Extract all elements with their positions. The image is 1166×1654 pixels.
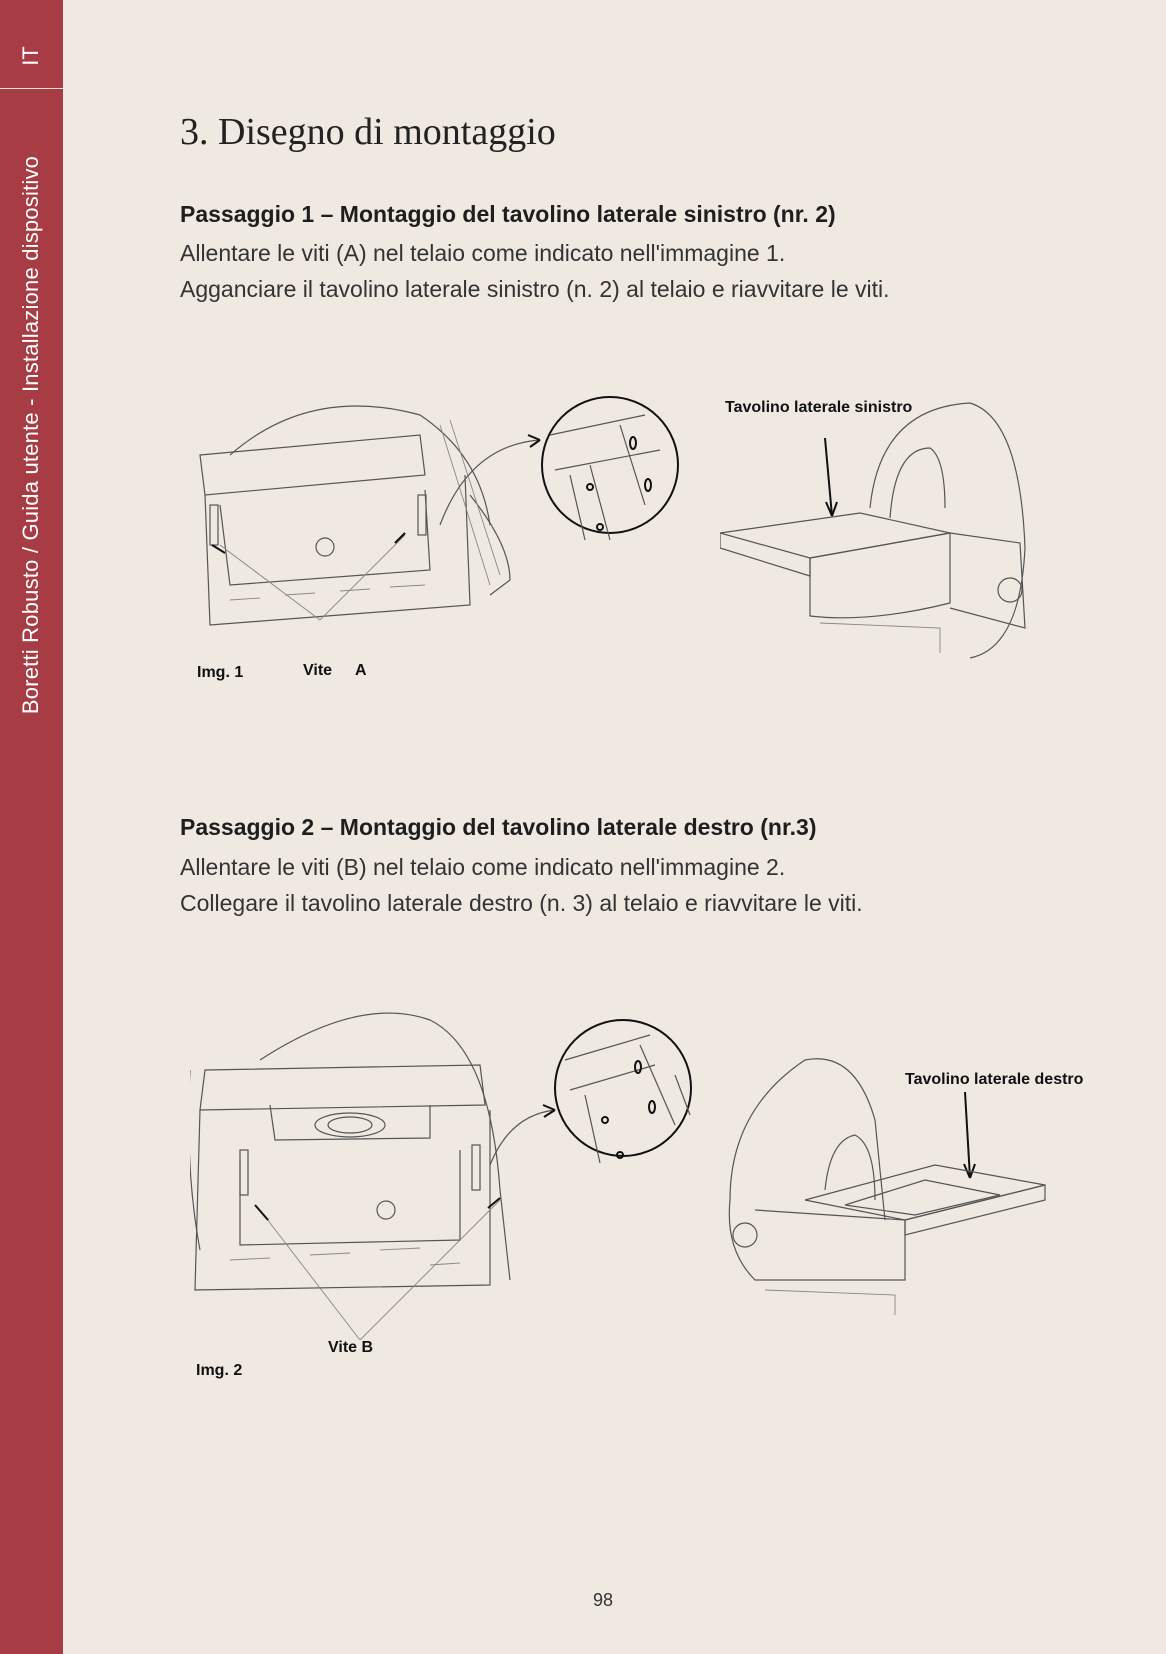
sidebar <box>0 0 63 1654</box>
step2-line1: Allentare le viti (B) nel telaio come indicato nell'immagine 2. <box>180 854 786 880</box>
left-table-label: Tavolino laterale sinistro <box>725 399 913 416</box>
step2-title: Passaggio 2 – Montaggio del tavolino laterale destro (nr.3) <box>180 814 817 840</box>
screw-a-label: Vite <box>303 662 333 679</box>
step1-title: Passaggio 1 – Montaggio del tavolino laterale sinistro (nr. 2) <box>180 201 836 227</box>
page-title: 3. Disegno di montaggio <box>180 111 556 153</box>
page-number: 98 <box>592 1590 614 1610</box>
screw-a-letter: A <box>355 662 367 679</box>
detail-callout-1 <box>420 395 690 545</box>
language-label: IT <box>18 46 43 66</box>
screw-b-label: Vite B <box>328 1339 374 1356</box>
sidebar-title: Boretti Robusto / Guida utente - Installazione dispositivo <box>18 155 43 715</box>
img1-label: Img. 1 <box>197 664 244 681</box>
right-table-label: Tavolino laterale destro <box>905 1071 1084 1088</box>
img2-label: Img. 2 <box>196 1362 243 1379</box>
step1-line1: Allentare le viti (A) nel telaio come indicato nell'immagine 1. <box>180 240 786 266</box>
step2-line2: Collegare il tavolino laterale destro (n. 3) al telaio e riavvitare le viti. <box>180 890 863 916</box>
language-tab <box>0 0 63 89</box>
right-side-table-drawing <box>725 1050 1055 1320</box>
step1-line2: Agganciare il tavolino laterale sinistro (n. 2) al telaio e riavvitare le viti. <box>180 276 890 302</box>
detail-callout-2 <box>480 1015 700 1175</box>
left-side-table-drawing <box>720 398 1050 668</box>
